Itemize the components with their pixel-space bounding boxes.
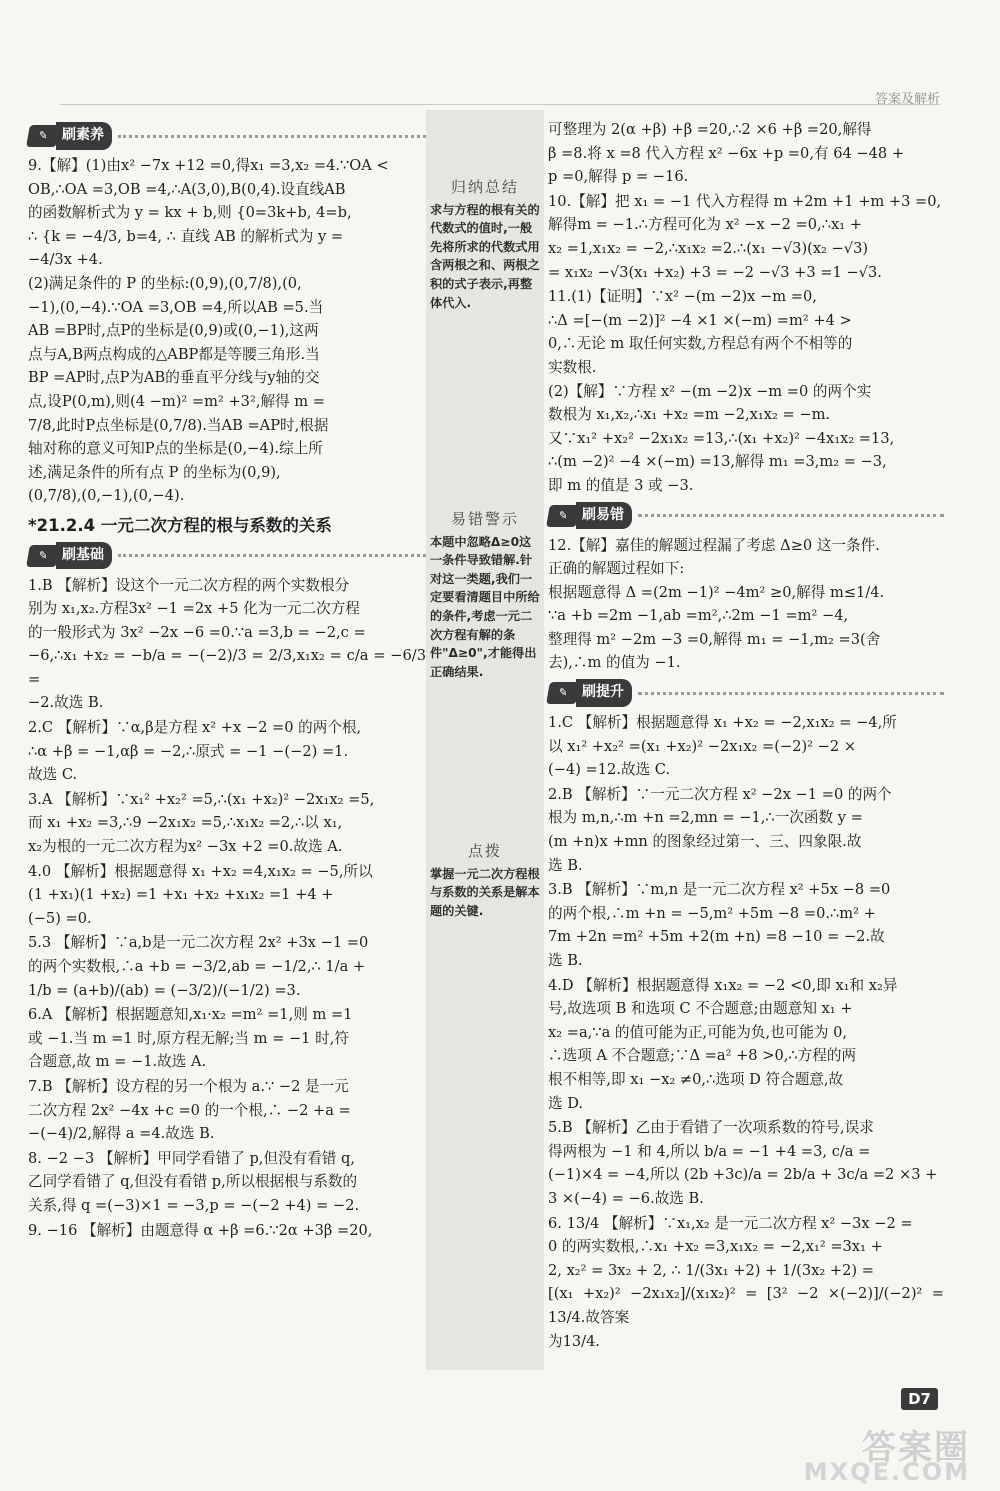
line: 12.【解】嘉佳的解题过程漏了考虑 Δ≥0 这一条件. xyxy=(548,536,880,554)
line: 2, x₂² = 3x₂ + 2, ∴ 1/(3x₁ +2) + 1/(3x₂ +2) = xyxy=(548,1261,874,1279)
chapter-title: *21.2.4 一元二次方程的根与系数的关系 xyxy=(28,515,332,535)
line: 正确的解题过程如下: xyxy=(548,560,685,578)
line: 6.A 【解析】根据题意知,x₁·x₂ =m² =1,则 m =1 xyxy=(28,1006,353,1024)
line: (1 +x₁)(1 +x₂) =1 +x₁ +x₂ +x₁x₂ =1 +4 + xyxy=(28,886,334,904)
line: 3.A 【解析】∵x₁² +x₂² =5,∴(x₁ +x₂)² −2x₁x₂ =5, xyxy=(28,790,375,808)
question-9 xyxy=(28,154,426,508)
right-column xyxy=(548,118,944,1354)
side-note-text: 掌握一元二次方程根与系数的关系是解本题的关键. xyxy=(430,866,540,918)
section-header-literacy xyxy=(28,122,426,150)
book-icon: ✎ xyxy=(26,125,60,147)
side-note-text: 本题中忽略Δ≥0这一条件导致错解.针对这一类题,我们一定要看清题目中所给的条件,考虑一元二次方程有解的条件"Δ≥0",才能得出正确结果. xyxy=(430,534,540,679)
line: 0 的两实数根,∴x₁ +x₂ =3,x₁x₂ = −2,x₁² =3x₁ + xyxy=(548,1238,883,1256)
line: 3 ×(−4) = −6.故选 B. xyxy=(548,1189,704,1207)
line: (−5) =0. xyxy=(28,909,92,927)
line: x₂ =a,∵a 的值可能为正,可能为负,也可能为 0, xyxy=(548,1023,848,1041)
line: 为13/4. xyxy=(548,1332,601,1350)
line: 二次方程 2x² −4x +c =0 的一个根,∴ −2 +a = xyxy=(28,1101,351,1119)
line: 10.【解】把 x₁ = −1 代入方程得 m +2m +1 +m +3 =0, xyxy=(548,192,942,210)
answer-item xyxy=(28,1075,426,1146)
line: 数根为 x₁,x₂,∴x₁ +x₂ =m −2,x₁x₂ = −m. xyxy=(548,406,831,424)
answer-item xyxy=(28,574,426,716)
section-label: 刷基础 xyxy=(56,542,112,570)
question-10 xyxy=(548,190,944,284)
question-11 xyxy=(548,285,944,497)
line: OB,∴OA =3,OB =4,∴A(3,0),B(0,4).设直线AB xyxy=(28,180,346,198)
line: [(x₁ +x₂)² −2x₁x₂]/(x₁x₂)² = [3² −2 ×(−2)]/(−2)² = 13/4.故答案 xyxy=(548,1285,944,1326)
line: 以 x₁² +x₂² =(x₁ +x₂)² −2x₁x₂ =(−2)² −2 × xyxy=(548,737,857,755)
line: 4.0 【解析】根据题意得 x₁ +x₂ =4,x₁x₂ = −5,所以 xyxy=(28,862,373,880)
line: 故选 C. xyxy=(28,766,78,784)
question-9-continued xyxy=(548,118,944,189)
answer-item xyxy=(548,974,944,1116)
line: x₂为根的一元二次方程为x² −3x +2 =0.故选 A. xyxy=(28,838,343,856)
dotted-rule xyxy=(638,514,944,517)
side-note-warning xyxy=(430,510,540,681)
line: 整理得 m² −2m −3 =0,解得 m₁ = −1,m₂ =3(舍 xyxy=(548,630,881,648)
side-note-text: 求与方程的根有关的代数式的值时,一般先将所求的代数式用含两根之和、两根之积的式子表示,再整体代入. xyxy=(430,202,540,310)
line: ∴选项 A 不合题意;∵Δ =a² +8 >0,∴方程的两 xyxy=(548,1047,857,1065)
line: 11.(1)【证明】∵x² −(m −2)x −m =0, xyxy=(548,288,817,306)
line: 别为 x₁,x₂.方程3x² −1 =2x +5 化为一元二次方程 xyxy=(28,600,360,618)
book-icon: ✎ xyxy=(26,545,60,567)
line: (−4) =12.故选 C. xyxy=(548,761,671,779)
line: 2.B 【解析】∵一元二次方程 x² −2x −1 =0 的两个 xyxy=(548,785,892,803)
side-note-title: 归纳总结 xyxy=(450,178,519,196)
line: 又∵x₁² +x₂² −2x₁x₂ =13,∴(x₁ +x₂)² −4x₁x₂ =13, xyxy=(548,429,895,447)
line: 而 x₁ +x₂ =3,∴9 −2x₁x₂ =5,∴x₁x₂ =2,∴以 x₁, xyxy=(28,814,343,832)
line: 根据题意得 Δ =(2m −1)² −4m² ≥0,解得 m≤1/4. xyxy=(548,583,885,601)
answer-item xyxy=(28,1219,426,1243)
line: ∵a +b =2m −1,ab =m²,∴2m −1 =m² −4, xyxy=(548,607,849,625)
line: 根为 m,n,∴m +n =2,mn = −1,∴一次函数 y = xyxy=(548,809,863,827)
line: 轴对称的意义可知P点的坐标是(0,−4).综上所 xyxy=(28,440,323,458)
answer-item xyxy=(28,860,426,931)
page-header-label: 答案及解析 xyxy=(874,92,940,107)
dotted-rule xyxy=(638,692,944,695)
section-label: 刷提升 xyxy=(576,679,632,707)
line: 选 D. xyxy=(548,1094,584,1112)
answer-item xyxy=(28,931,426,1002)
watermark-logo: 答案圈 xyxy=(862,1428,970,1468)
line: = x₁x₂ −√3(x₁ +x₂) +3 = −2 −√3 +3 =1 −√3. xyxy=(548,263,882,281)
answer-item xyxy=(548,878,944,972)
book-icon: ✎ xyxy=(546,682,580,704)
side-note-summary xyxy=(430,178,540,312)
line: 乙同学看错了 q,但没有看错 p,所以根据根与系数的 xyxy=(28,1173,358,1191)
side-note-title: 易错警示 xyxy=(450,510,519,528)
line: 4.D 【解析】根据题意得 x₁x₂ = −2 <0,即 x₁和 x₂异 xyxy=(548,976,898,994)
line: 解得m = −1.∴方程可化为 x² −x −2 =0,∴x₁ + xyxy=(548,216,862,234)
line: 6. 13/4 【解析】∵x₁,x₂ 是一元二次方程 x² −3x −2 = xyxy=(548,1214,913,1232)
answer-item xyxy=(28,1147,426,1218)
section-label: 刷易错 xyxy=(576,502,632,530)
section-header-basics xyxy=(28,542,426,570)
line: −6,∴x₁ +x₂ = −b/a = −(−2)/3 = 2/3,x₁x₂ = c/a = −6/3 = xyxy=(28,647,426,688)
line: 8. −2 −3 【解析】甲同学看错了 p,但没有看错 q, xyxy=(28,1149,356,1167)
line: 点与A,B两点构成的△ABP都是等腰三角形.当 xyxy=(28,345,320,363)
answer-item xyxy=(28,716,426,787)
line: 5.B 【解析】乙由于看错了一次项系数的符号,误求 xyxy=(548,1119,874,1137)
line: −1),(0,−4).∵OA =3,OB =4,所以AB =5.当 xyxy=(28,298,324,316)
line: 9. −16 【解析】由题意得 α +β =6.∵2α +3β =20, xyxy=(28,1221,373,1239)
line: 1/b = (a+b)/(ab) = (−3/2)/(−1/2) =3. xyxy=(28,981,301,999)
line: BP =AP时,点P为AB的垂直平分线与y轴的交 xyxy=(28,369,320,387)
line: 述,满足条件的所有点 P 的坐标为(0,9), xyxy=(28,463,281,481)
line: 合题意,故 m = −1.故选 A. xyxy=(28,1053,207,1071)
dotted-rule xyxy=(118,135,426,138)
section-label: 刷素养 xyxy=(56,122,112,150)
line: β =8.将 x =8 代入方程 x² −6x +p =0,有 64 −48 + xyxy=(548,144,905,162)
line: 5.3 【解析】∵a,b是一元二次方程 2x² +3x −1 =0 xyxy=(28,934,369,952)
line: 7.B 【解析】设方程的另一个根为 a.∵ −2 是一元 xyxy=(28,1077,349,1095)
line: (−1)×4 = −4,所以 (2b +3c)/a = 2b/a + 3c/a =2 ×3 + xyxy=(548,1166,938,1184)
answer-item xyxy=(548,711,944,782)
line: 的一般形式为 3x² −2x −6 =0.∵a =3,b = −2,c = xyxy=(28,623,366,641)
answer-item xyxy=(548,783,944,877)
line: 的两个实数根,∴a +b = −3/2,ab = −1/2,∴ 1/a + xyxy=(28,958,366,975)
dotted-rule xyxy=(118,554,426,557)
answer-item xyxy=(28,788,426,859)
line: 号,故选项 B 和选项 C 不合题意;由题意知 x₁ + xyxy=(548,1000,853,1018)
line: 3.B 【解析】∵m,n 是一元二次方程 x² +5x −8 =0 xyxy=(548,881,891,899)
line: 或 −1.当 m =1 时,原方程无解;当 m = −1 时,符 xyxy=(28,1029,349,1047)
line: 可整理为 2(α +β) +β =20,∴2 ×6 +β =20,解得 xyxy=(548,121,872,138)
line: x₂ =1,x₁x₂ = −2,∴x₁x₂ =2.∴(x₁ −√3)(x₂ −√3) xyxy=(548,239,869,257)
line: 2.C 【解析】∵α,β是方程 x² +x −2 =0 的两个根, xyxy=(28,719,362,737)
header-rule xyxy=(60,104,940,105)
line: 0,∴无论 m 取任何实数,方程总有两个不相等的 xyxy=(548,335,853,353)
line: 9.【解】(1)由x² −7x +12 =0,得x₁ =3,x₂ =4.∵OA < xyxy=(28,157,389,174)
line: AB =BP时,点P的坐标是(0,9)或(0,−1),这两 xyxy=(28,322,319,340)
line: ∴Δ =[−(m −2)]² −4 ×1 ×(−m) =m² +4 > xyxy=(548,311,852,329)
line: 7/8,此时P点坐标是(0,7/8).当AB =AP时,根据 xyxy=(28,416,329,434)
line: (2)【解】∵方程 x² −(m −2)x −m =0 的两个实 xyxy=(548,382,872,400)
side-note-tip xyxy=(430,842,540,920)
line: 去),∴m 的值为 −1. xyxy=(548,654,681,672)
line: ∴ {k = −4/3, b=4, ∴ 直线 AB 的解析式为 y = xyxy=(28,227,344,245)
line: p =0,解得 p = −16. xyxy=(548,168,689,186)
line: ∴α +β = −1,αβ = −2,∴原式 = −1 −(−2) =1. xyxy=(28,742,349,760)
section-header-advance xyxy=(548,679,944,707)
line: 即 m 的值是 3 或 −3. xyxy=(548,476,694,494)
line: (2)满足条件的 P 的坐标:(0,9),(0,7/8),(0, xyxy=(28,274,302,292)
line: −(−4)/2,解得 a =4.故选 B. xyxy=(28,1125,215,1143)
line: 1.C 【解析】根据题意得 x₁ +x₂ = −2,x₁x₂ = −4,所 xyxy=(548,714,897,732)
line: 的函数解析式为 y = kx + b,则 {0=3k+b, 4=b, xyxy=(28,204,352,222)
line: (m +n)x +mn 的图象经过第一、三、四象限.故 xyxy=(548,833,862,851)
answer-item xyxy=(28,1003,426,1074)
section-header-mistakes xyxy=(548,502,944,530)
line: ∴(m −2)² −4 ×(−m) =13,解得 m₁ =3,m₂ = −3, xyxy=(548,453,887,471)
line: 关系,得 q =(−3)×1 = −3,p = −(−2 +4) = −2. xyxy=(28,1196,360,1214)
line: 点,设P(0,m),则(4 −m)² =m² +3²,解得 m = xyxy=(28,392,325,410)
line: 得两根为 −1 和 4,所以 b/a = −1 +4 =3, c/a = xyxy=(548,1142,871,1160)
book-icon: ✎ xyxy=(546,505,580,527)
line: 选 B. xyxy=(548,856,583,874)
line: 7m +2n =m² +5m +2(m +n) =8 −10 = −2.故 xyxy=(548,928,885,946)
left-column xyxy=(28,118,426,1243)
page-number: D7 xyxy=(901,1388,938,1410)
line: −4/3x +4. xyxy=(28,251,103,269)
line: 1.B 【解析】设这个一元二次方程的两个实数根分 xyxy=(28,576,350,594)
answer-item xyxy=(548,1212,944,1354)
line: 根不相等,即 x₁ −x₂ ≠0,∴选项 D 符合题意,故 xyxy=(548,1070,844,1088)
question-12 xyxy=(548,534,944,676)
line: 实数根. xyxy=(548,358,597,376)
line: (0,7/8),(0,−1),(0,−4). xyxy=(28,487,185,505)
line: 的两个根,∴m +n = −5,m² +5m −8 =0.∴m² + xyxy=(548,904,876,922)
side-note-title: 点拨 xyxy=(467,842,502,860)
line: 选 B. xyxy=(548,952,583,969)
line: −2.故选 B. xyxy=(28,694,104,712)
watermark-url: MXQE.COM xyxy=(803,1458,970,1486)
answer-item xyxy=(548,1116,944,1210)
